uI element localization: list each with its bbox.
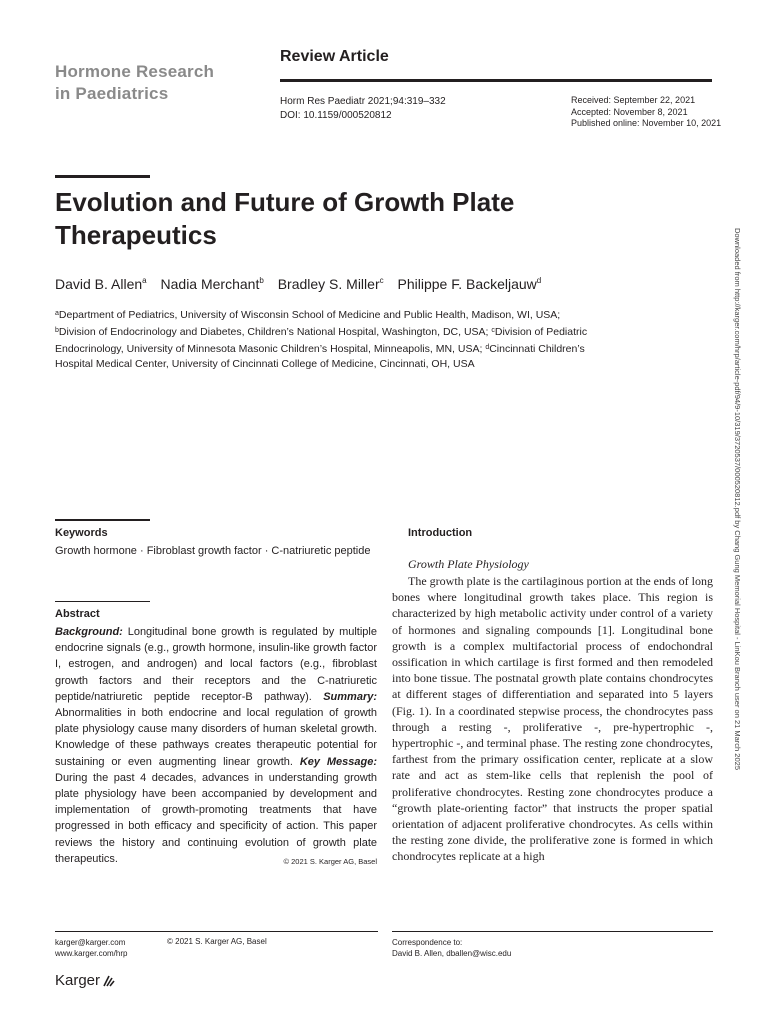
author[interactable]: Philippe F. Backeljauw$^d$	[397, 276, 542, 292]
footer-correspondence	[392, 937, 511, 959]
abstract-copyright: © 2021 S. Karger AG, Basel	[283, 856, 377, 866]
download-note: Downloaded from http://karger.com/hrp/article-pdf/94/9-10/319/3720537/000520812.pdf by Chang Gung Memorial Hospital - LinKou Branch user on 21 March 2025	[733, 228, 742, 770]
header-rule	[280, 79, 712, 82]
journal-name	[55, 61, 214, 105]
karger-logo-text: Karger	[55, 972, 101, 989]
footer-email[interactable]: karger@karger.com	[55, 938, 126, 947]
citation	[280, 95, 446, 123]
abstract-body	[55, 624, 377, 870]
abstract-key-label: Key Message:	[299, 755, 378, 768]
keywords-text: Growth hormone · Fibroblast growth factor · C-natriuretic peptide	[55, 545, 371, 557]
affiliations	[55, 306, 615, 372]
correspondence-text: David B. Allen, dballen@wisc.edu	[392, 949, 512, 958]
karger-logo-mark-icon	[102, 974, 116, 988]
correspondence-label: Correspondence to:	[392, 938, 463, 947]
footer-copyright: © 2021 S. Karger AG, Basel	[167, 937, 267, 946]
citation-ref: Horm Res Paediatr 2021;94:319–332	[280, 96, 446, 107]
abstract-summary: Abnormalities in both endocrine and local regulation of growth plate physiology cause many disorders of human skeletal growth. Knowledge of these pathways creates therapeutic potential for sustaining or even augmenting linear growth.	[55, 707, 377, 768]
introduction-body: The growth plate is the cartilaginous portion at the ends of long bones where longitudinal growth takes place. This region is characterized by high metabolic activity under control of a variety of hormones and signaling compounds [1]. Longitudinal bone growth is a complex multifactorial process of endochondral ossification in which cartilage is first formed and then remodeled into bone tissue. The postnatal growth plate contains chondrocytes at different stages of differentiation and separated into 5 layers (Fig. 1). In a coordinated stepwise process, the chondrocytes pass through a resting -, proliferative -, pre-hypertrophic -, hypertrophic -, and terminal phase. The resting zone chondrocytes, farthest from the primary ossification center, replicate at a slow rate and act as stem-like cells that replenish the pool of proliferative chondrocytes. Resting zone chondrocytes produce a “growth plate-orienting factor” that instructs the proper spatial orientation of adjacent proliferative chondrocytes. As cells within the resting zone divide, the proliferative zone is formed in which chondrocytes replicate at a high	[392, 574, 713, 864]
introduction-heading: Introduction	[408, 527, 473, 539]
abstract-summary-label: Summary:	[323, 690, 377, 703]
author[interactable]: Nadia Merchant$^b$	[160, 276, 264, 292]
author-list	[55, 276, 551, 292]
article-dates	[571, 95, 721, 130]
article-title: Evolution and Future of Growth Plate Therapeutics	[55, 187, 515, 250]
footer-rule-right	[392, 931, 713, 932]
abstract-background-label: Background:	[55, 626, 123, 638]
abstract-heading: Abstract	[55, 608, 100, 620]
article-type: Review Article	[280, 48, 389, 65]
affiliation: $^b$Division of Endocrinology and Diabetes, Children’s National Hospital, Washington, DC, USA; $^c$Division of Pediatric Endocrinology, University of Minnesota Masonic Children’s Hospital, Minneapolis, MN, USA; $^d$Cincinnati Children’s Hospital Medical Center, University of Cincinnati College of Medicine, Cincinnati, OH, USA	[55, 326, 588, 370]
keywords-heading: Keywords	[55, 527, 108, 539]
date-published: Published online: November 10, 2021	[571, 118, 722, 128]
affiliation: $^a$Department of Pediatrics, University of Wisconsin School of Medicine and Public Health, Madison, WI, USA;	[55, 309, 561, 321]
footer-rule-left	[55, 931, 378, 932]
citation-doi: DOI: 10.1159/000520812	[280, 110, 392, 121]
download-watermark	[730, 228, 742, 988]
introduction-subheading: Growth Plate Physiology	[408, 557, 529, 571]
footer-contact	[55, 937, 127, 959]
abstract-background: Longitudinal bone growth is regulated by multiple endocrine signals (e.g., growth hormone, insulin-like growth factor I, estrogen, and androgen) and local factors (e.g., fibroblast growth factors and their receptors and the C-natriuretic peptide/natriuretic peptide receptor-B pathway).	[55, 626, 377, 703]
title-rule	[55, 175, 150, 178]
author[interactable]: Bradley S. Miller$^c$	[277, 276, 384, 292]
date-received: Received: September 22, 2021	[571, 95, 696, 105]
journal-name-line1: Hormone Research	[55, 62, 215, 81]
abstract-rule	[55, 601, 150, 602]
footer-site[interactable]: www.karger.com/hrp	[55, 949, 128, 958]
karger-logo	[55, 972, 116, 989]
date-accepted: Accepted: November 8, 2021	[571, 106, 688, 117]
abstract-key: During the past 4 decades, advances in understanding growth plate physiology have been accompanied by development and implementation of growth-promoting treatments that have progressed in both efficacy and specificity of action. This paper reviews the history and continuing evolution of growth plate therapeutics.	[55, 771, 377, 865]
keywords-rule	[55, 519, 150, 521]
author[interactable]: David B. Allen$^a$	[55, 276, 147, 292]
journal-name-line2: in Paediatrics	[55, 84, 169, 103]
